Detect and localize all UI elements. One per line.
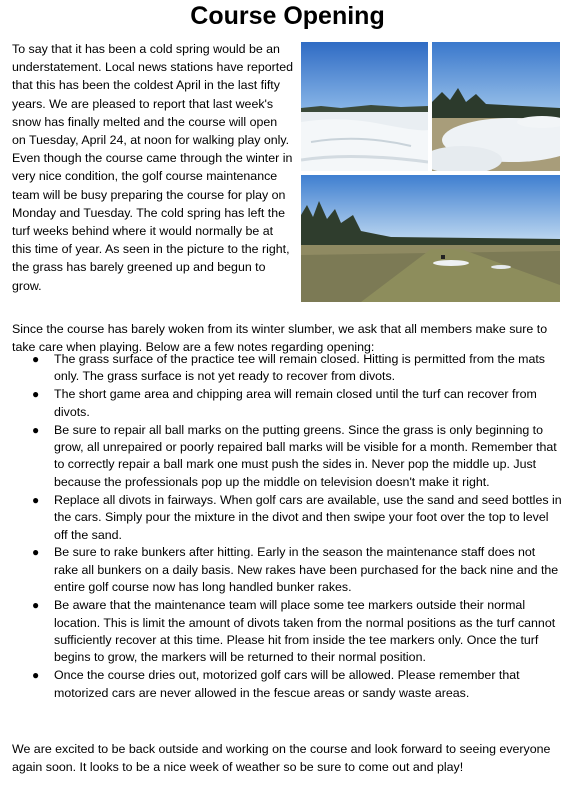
note-text: Replace all divots in fairways. When golf cars are available, use the sand and seed bottles in the cars. Simply pour the mixture in the divot and then swipe your foot over the top to level off the sand. <box>54 492 562 542</box>
note-text: The short game area and chipping area will remain closed until the turf can recover from divots. <box>54 387 537 419</box>
list-item <box>32 351 562 386</box>
list-item <box>32 386 562 421</box>
bullet-icon: ● <box>32 668 40 683</box>
intro-paragraph: To say that it has been a cold spring would be an understatement. Local news stations have reported that this has been the coldest April in the last fifty years. We are pleased to report that last week's snow has finally melted and the course will open on Tuesday, April 24, at noon for walking play only. Even though the course came through the winter in very nice condition, the golf course maintenance team will be busy preparing the course for play on Monday and Tuesday. The cold spring has left the turf weeks behind where it would normally be at this time of year. As seen in the picture to the right, the grass has barely greened up and begun to grow. <box>12 42 294 293</box>
list-item <box>32 667 562 702</box>
page-title: Course Opening <box>190 2 385 30</box>
note-text: The grass surface of the practice tee will remain closed. Hitting is permitted from the mats only. The grass surface is not yet ready to recover from divots. <box>54 352 546 384</box>
bullet-icon: ● <box>32 422 40 437</box>
bullet-icon: ● <box>32 387 40 402</box>
bullet-icon: ● <box>32 352 40 366</box>
course-photos <box>301 42 560 302</box>
note-text: Be aware that the maintenance team will place some tee markers outside their normal location. This is limit the amount of divots taken from the normal positions as the turf cannot sufficiently recover at this time. Please hit from inside the tee markers only. Once the turf begins to grow, the markers will be returned to their normal position. <box>54 598 556 665</box>
note-text: Once the course dries out, motorized golf cars will be allowed. Please remember that motorized cars are never allowed in the fescue areas or sandy waste areas. <box>54 668 520 700</box>
fairway-photo <box>301 175 560 302</box>
opening-notes-list <box>32 351 562 703</box>
notes-intro-paragraph: Since the course has barely woken from its winter slumber, we ask that all members make sure to take care when playing. Below are a few notes regarding opening: <box>12 322 548 355</box>
list-item <box>32 492 562 544</box>
note-text: Be sure to repair all ball marks on the putting greens. Since the grass is only beginning to grow, all unrepaired or poorly repaired ball marks will be visible for a month. Remember that to correctly repair a ball mark one must push the sides in. Never pop the middle up. Just because the professionals pop up the middle on television doesn't make it right. <box>54 422 557 489</box>
list-item <box>32 422 562 492</box>
snowy-course-photo <box>301 42 428 171</box>
note-text: Be sure to rake bunkers after hitting. Early in the season the maintenance staff does not rake all bunkers on a daily basis. New rakes have been purchased for the back nine and the entire golf course now has long handled bunker rakes. <box>54 545 559 595</box>
bullet-icon: ● <box>32 545 40 560</box>
bullet-icon: ● <box>32 492 40 507</box>
snowy-green-photo <box>432 42 560 171</box>
closing-paragraph: We are excited to be back outside and working on the course and look forward to seeing everyone again soon. It looks to be a nice week of weather so be sure to come out and play! <box>12 742 551 775</box>
list-item <box>32 544 562 596</box>
bullet-icon: ● <box>32 598 40 613</box>
list-item <box>32 597 562 667</box>
